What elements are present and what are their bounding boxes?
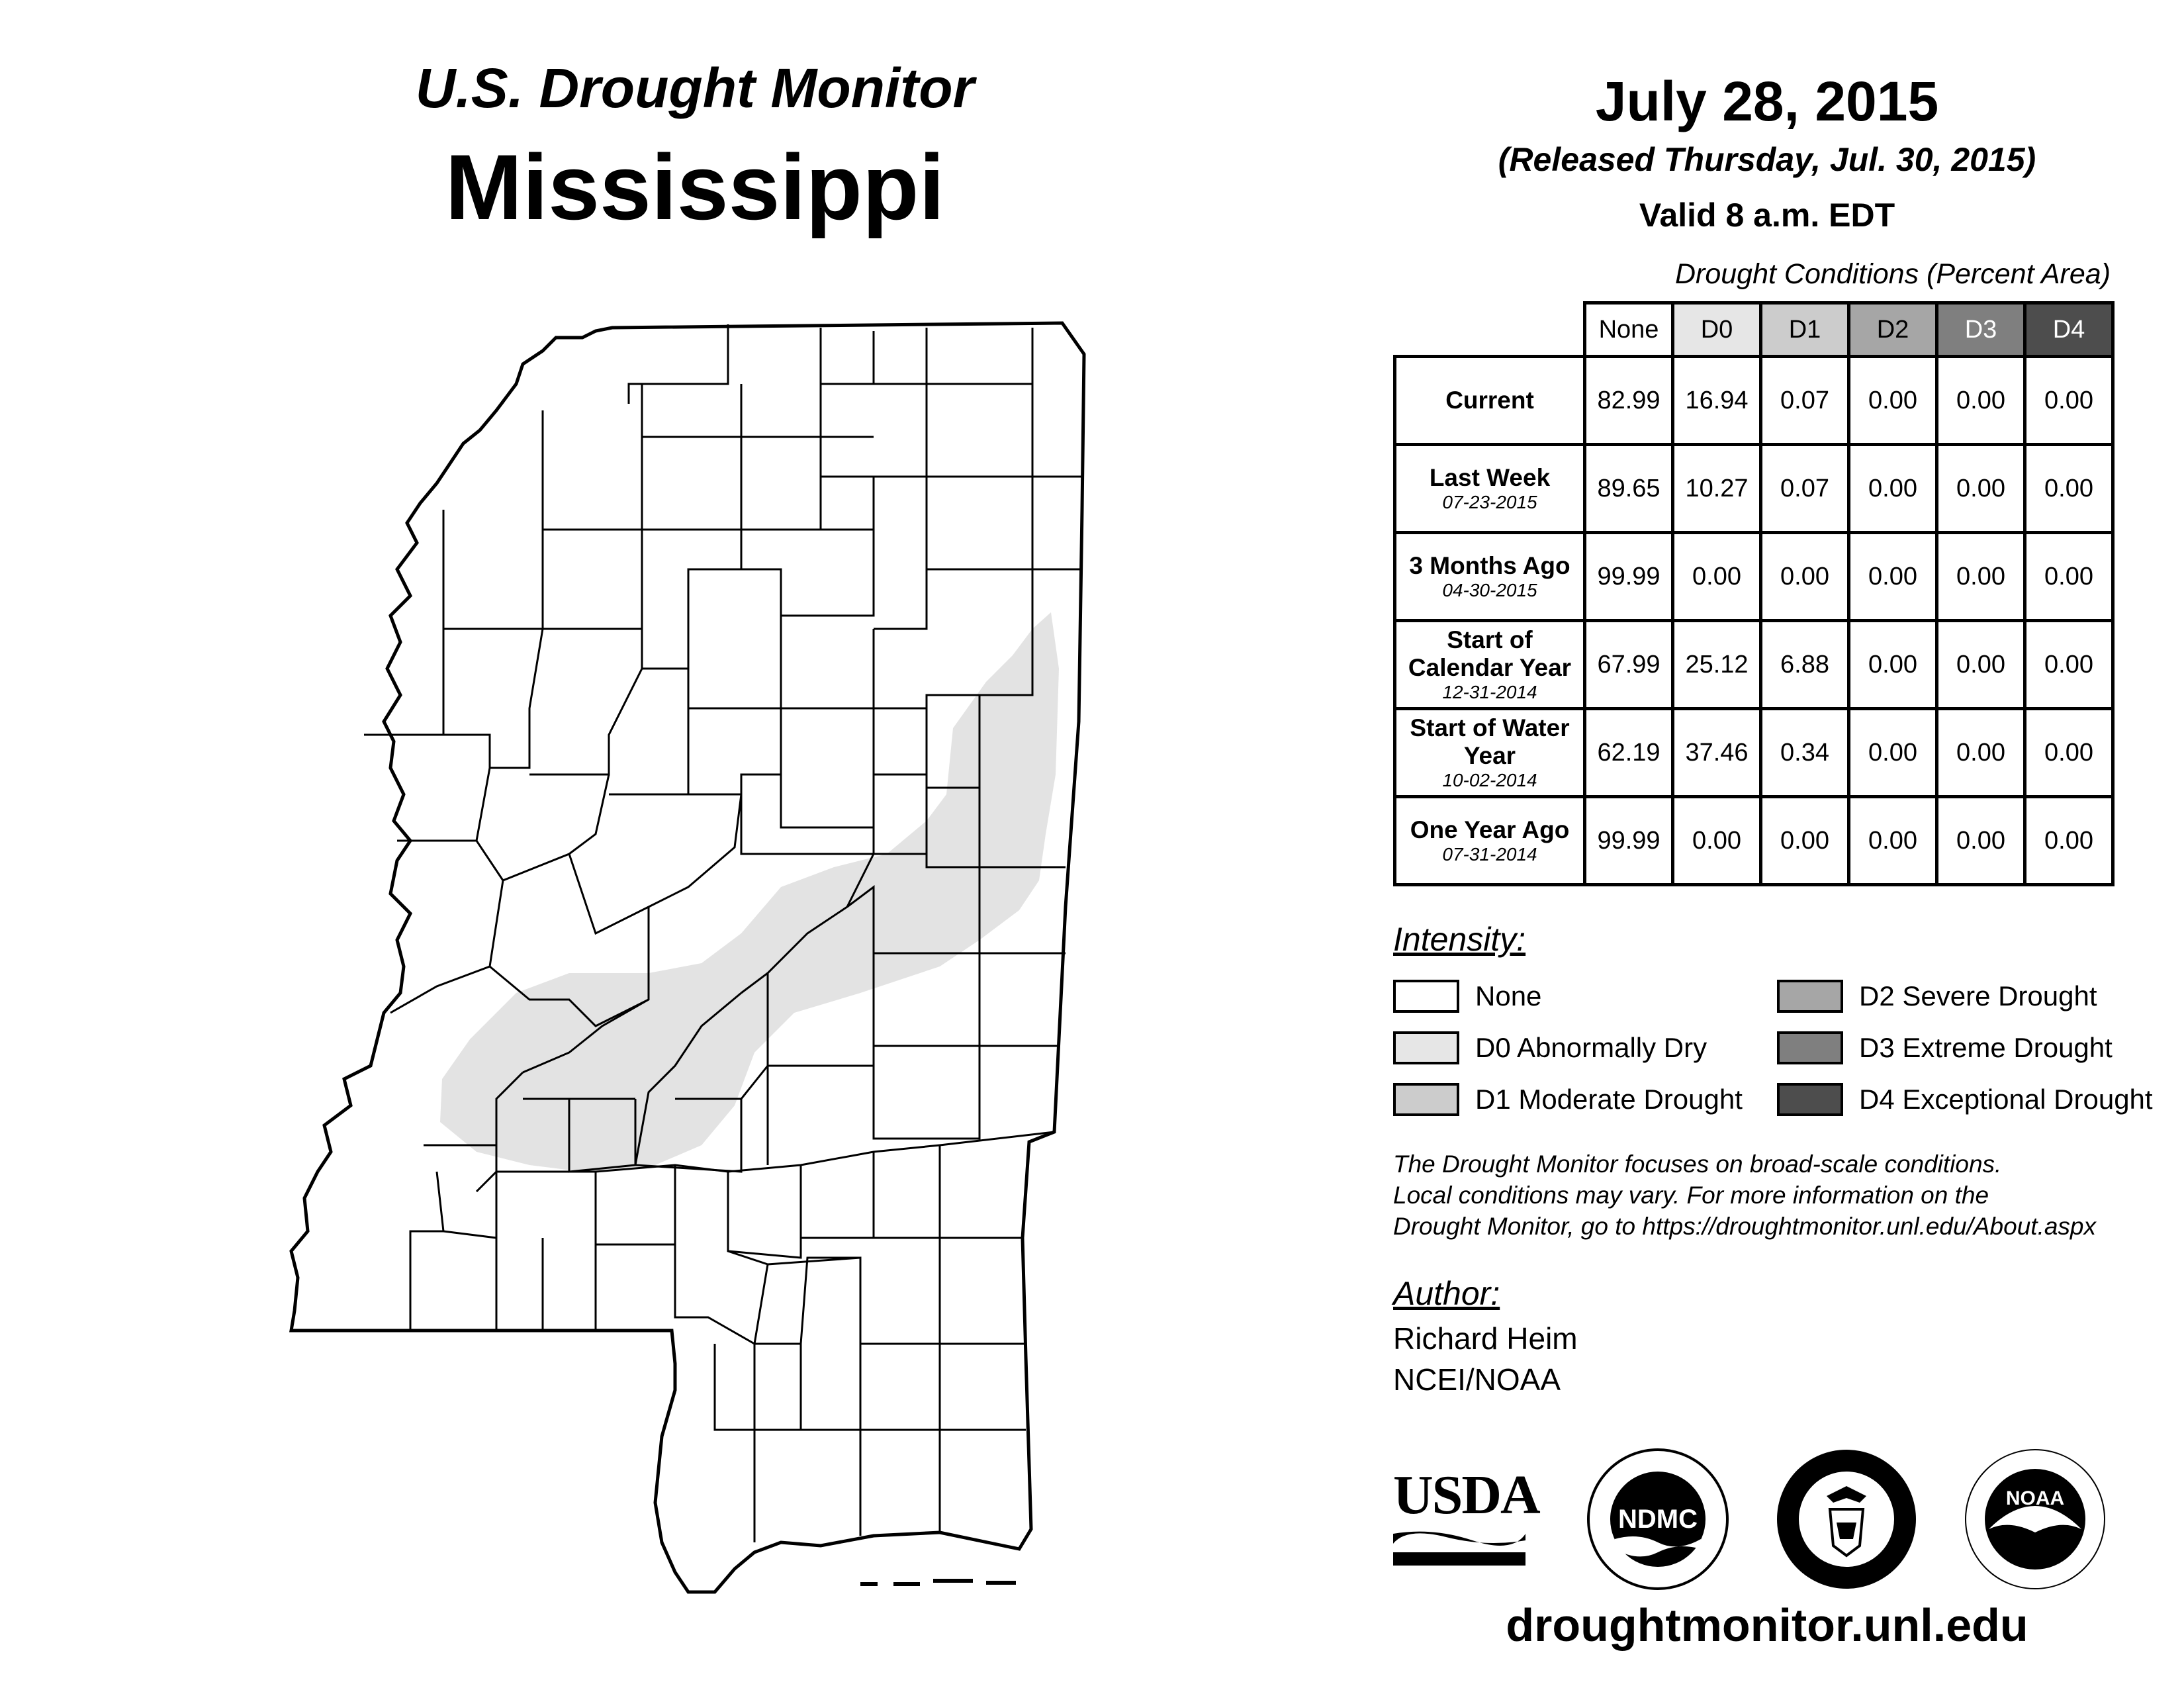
state-title: Mississippi	[445, 135, 945, 239]
author-title: Author:	[1393, 1275, 1500, 1312]
legend-label: D2 Severe Drought	[1859, 980, 2097, 1011]
legend-label: D0 Abnormally Dry	[1475, 1032, 1707, 1063]
table-cell: 0.00	[1849, 533, 1937, 621]
legend-item-d0	[1393, 1031, 1707, 1064]
legend-swatch-d0	[1393, 1031, 1459, 1064]
table-cell: 89.65	[1585, 445, 1673, 533]
legend-swatch-d3	[1777, 1031, 1843, 1064]
row-label-text: Current	[1445, 387, 1534, 414]
table-cell: 0.00	[1937, 709, 2025, 797]
usda-logo	[1393, 1463, 1539, 1556]
table-cell: 0.00	[2025, 797, 2113, 885]
note-line: The Drought Monitor focuses on broad-scale conditions.	[1393, 1150, 2002, 1178]
table-cell: 0.00	[1849, 621, 1937, 709]
table-cell: 0.00	[1937, 357, 2025, 445]
row-label-text: Start of Calendar Year	[1408, 626, 1572, 681]
legend-label: D3 Extreme Drought	[1859, 1032, 2113, 1063]
table-cell: 0.00	[1761, 797, 1849, 885]
table-row	[1395, 445, 2113, 533]
release-date: (Released Thursday, Jul. 30, 2015)	[1498, 141, 2036, 178]
table-row	[1395, 621, 2113, 709]
row-label-text: Last Week	[1429, 464, 1551, 491]
table-cell: 0.34	[1761, 709, 1849, 797]
table-cell: 0.00	[1761, 533, 1849, 621]
legend-swatch-d2	[1777, 980, 1843, 1013]
table-cell: 82.99	[1585, 357, 1673, 445]
table-cell: 6.88	[1761, 621, 1849, 709]
legend-swatch-d1	[1393, 1083, 1459, 1116]
table-cell: 16.94	[1673, 357, 1761, 445]
legend-item-none	[1393, 980, 1541, 1013]
table-cell: 10.27	[1673, 445, 1761, 533]
table-cell: 62.19	[1585, 709, 1673, 797]
legend-label: D1 Moderate Drought	[1475, 1084, 1743, 1115]
drought-conditions-table	[1393, 301, 2115, 886]
table-row	[1395, 357, 2113, 445]
row-date: 07-23-2015	[1442, 492, 1537, 512]
header-corner	[1395, 303, 1585, 357]
table-cell: 0.00	[1937, 797, 2025, 885]
legend-swatch-none	[1393, 980, 1459, 1013]
table-row	[1395, 797, 2113, 885]
legend-item-d4	[1777, 1083, 2153, 1116]
table-cell: 0.00	[1673, 533, 1761, 621]
table-cell: 99.99	[1585, 797, 1673, 885]
table-cell: 0.00	[2025, 357, 2113, 445]
ndmc-logo-text: NDMC	[1618, 1505, 1698, 1534]
table-cell: 0.00	[2025, 533, 2113, 621]
legend-item-d1	[1393, 1083, 1743, 1116]
col-header-none: None	[1585, 303, 1673, 357]
legend-label: D4 Exceptional Drought	[1859, 1084, 2153, 1115]
table-cell: 0.00	[1673, 797, 1761, 885]
table-cell: 0.00	[1937, 533, 2025, 621]
table-cell: 0.00	[2025, 709, 2113, 797]
site-url: droughtmonitor.unl.edu	[1506, 1599, 2028, 1651]
table-cell: 0.00	[1849, 445, 1937, 533]
row-label	[1395, 797, 1585, 885]
row-label-text: 3 Months Ago	[1409, 552, 1570, 579]
row-label	[1395, 357, 1585, 445]
row-label	[1395, 533, 1585, 621]
row-label	[1395, 445, 1585, 533]
title-block	[251, 56, 1138, 241]
row-label	[1395, 621, 1585, 709]
row-label-text: Start of Water Year	[1410, 714, 1570, 769]
author-org: NCEI/NOAA	[1393, 1362, 1561, 1397]
col-header-d0: D0	[1673, 303, 1761, 357]
table-cell: 0.00	[1937, 445, 2025, 533]
noaa-logo-text: NOAA	[2005, 1487, 2065, 1509]
note-line: Local conditions may vary. For more information on the	[1393, 1182, 1989, 1209]
table-cell: 0.07	[1761, 357, 1849, 445]
table-cell: 0.00	[1849, 357, 1937, 445]
legend-item-d3	[1777, 1031, 2113, 1064]
table-cell: 25.12	[1673, 621, 1761, 709]
state-outline	[291, 323, 1084, 1592]
table-caption: Drought Conditions (Percent Area)	[1674, 258, 2111, 290]
table-cell: 37.46	[1673, 709, 1761, 797]
note-line: Drought Monitor, go to https://droughtmonitor.unl.edu/About.aspx	[1393, 1213, 2096, 1240]
row-label	[1395, 709, 1585, 797]
row-date: 04-30-2015	[1442, 580, 1537, 600]
gulf-islands	[860, 1579, 1016, 1586]
map-date: July 28, 2015	[1595, 70, 1939, 132]
mississippi-map	[278, 311, 1105, 1622]
table-cell: 0.00	[1937, 621, 2025, 709]
table-cell: 99.99	[1585, 533, 1673, 621]
row-label-text: One Year Ago	[1410, 816, 1570, 843]
valid-time: Valid 8 a.m. EDT	[1639, 197, 1895, 234]
legend-label: None	[1475, 980, 1542, 1011]
table-cell: 0.00	[1849, 797, 1937, 885]
legend-title: Intensity:	[1393, 921, 1526, 958]
table-cell: 0.00	[1849, 709, 1937, 797]
author-name: Richard Heim	[1393, 1321, 1578, 1356]
table-cell: 0.00	[2025, 621, 2113, 709]
ndmc-logo	[1585, 1446, 1731, 1592]
program-title: U.S. Drought Monitor	[415, 57, 975, 119]
table-header-row	[1395, 303, 2113, 357]
col-header-d2: D2	[1849, 303, 1937, 357]
col-header-d3: D3	[1937, 303, 2025, 357]
row-date: 07-31-2014	[1442, 844, 1537, 865]
table-row	[1395, 709, 2113, 797]
date-block	[1423, 70, 2111, 234]
col-header-d4: D4	[2025, 303, 2113, 357]
table-row	[1395, 533, 2113, 621]
commerce-seal-icon	[1774, 1446, 1919, 1592]
table-cell: 67.99	[1585, 621, 1673, 709]
row-date: 10-02-2014	[1442, 770, 1537, 790]
table-cell: 0.00	[2025, 445, 2113, 533]
legend-item-d2	[1777, 980, 2097, 1013]
col-header-d1: D1	[1761, 303, 1849, 357]
row-date: 12-31-2014	[1442, 682, 1537, 702]
usda-wave-icon	[1393, 1527, 1525, 1567]
legend-swatch-d4	[1777, 1083, 1843, 1116]
table-cell: 0.07	[1761, 445, 1849, 533]
noaa-logo	[1962, 1446, 2108, 1592]
disclaimer-note	[1393, 1149, 2174, 1242]
usda-logo-text: USDA	[1393, 1464, 1539, 1526]
